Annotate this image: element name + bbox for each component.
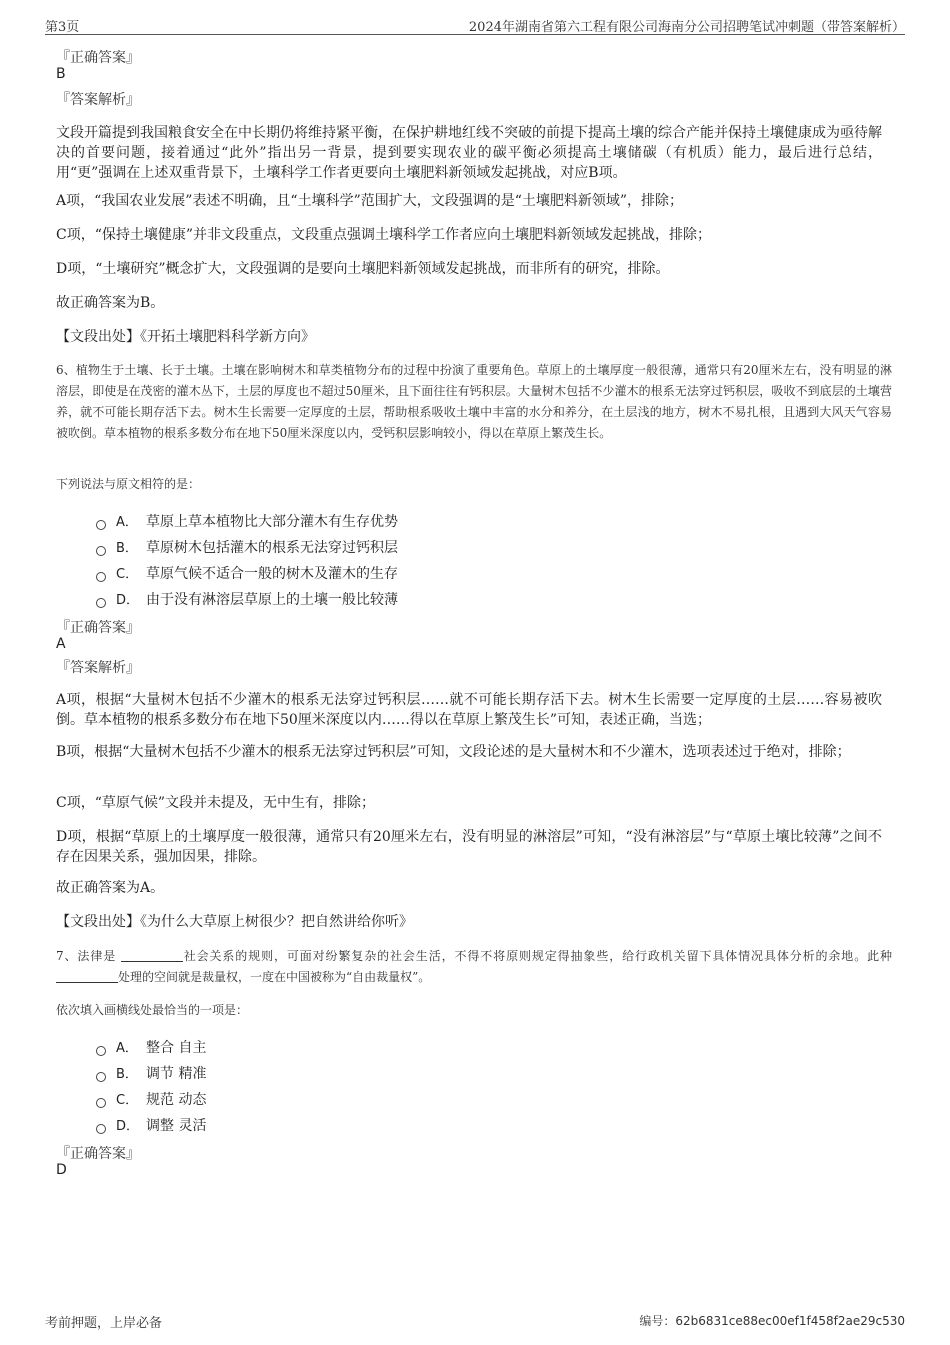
q6-option-b[interactable]: B． 草原树木包括灌木的根系无法穿过钙积层 — [96, 537, 398, 557]
q5-analysis-para: 文段开篇提到我国粮食安全在中长期仍将维持紧平衡，在保护耕地红线不突破的前提下提高土壤的综合产能并保持土壤健康成为亟待解决的首要问题，接着通过“此外”指出另一背景，提到要实现农业的碳平衡必须提高土壤储碳（有机质）能力，最后进行总结，用“更”强调在上述双重背景下，土壤科学工作者更要向土壤肥料新领域发起挑战，对应B项。 — [56, 125, 882, 181]
document-title: 2024年湖南省第六工程有限公司海南分公司招聘笔试冲刺题（带答案解析） — [468, 20, 905, 35]
q5-answer: B — [56, 66, 66, 82]
q6-analysis-para: A项，根据“大量树木包括不少灌木的根系无法穿过钙积层……就不可能长期存活下去。树木生长需要一定厚度的土层……容易被吹倒。草本植物的根系多数分布在地下50厘米深度以内……得以在草原上繁茂生长”可知，表述正确，当选； — [56, 692, 882, 728]
q7-option-b[interactable]: B． 调节 精准 — [96, 1063, 206, 1083]
q7-option-a[interactable]: A． 整合 自主 — [96, 1037, 206, 1057]
q6-conclusion: 故正确答案为A。 — [56, 880, 165, 896]
radio-icon[interactable] — [96, 520, 106, 530]
q6-option-a[interactable]: A． 草原上草本植物比大部分灌木有生存优势 — [96, 511, 398, 531]
q5-analysis-para: D项，“土壤研究”概念扩大，文段强调的是要向土壤肥料新领域发起挑战，而非所有的研究，排除。 — [56, 261, 670, 277]
q6-analysis-para: C项，“草原气候”文段并未提及，无中生有，排除； — [56, 795, 376, 811]
radio-icon[interactable] — [96, 546, 106, 556]
q5-analysis-para: A项，“我国农业发展”表述不明确，且“土壤科学”范围扩大，文段强调的是“土壤肥料新领域”，排除； — [56, 193, 684, 209]
q7-answer: D — [56, 1162, 67, 1178]
q7-option-c[interactable]: C． 规范 动态 — [96, 1089, 206, 1109]
radio-icon[interactable] — [96, 1124, 106, 1134]
q5-conclusion: 故正确答案为B。 — [56, 295, 165, 311]
q7-correct-label: 『正确答案』 — [56, 1146, 140, 1162]
radio-icon[interactable] — [96, 598, 106, 608]
q6-correct-label: 『正确答案』 — [56, 620, 140, 636]
document-code: 编号：62b6831ce88ec00ef1f458f2ae29c530 — [639, 1314, 905, 1328]
q6-stem: 6、植物生于土壤、长于土壤。土壤在影响树木和草类植物分布的过程中扮演了重要角色。草原上的土壤厚度一般很薄，通常只有20厘米左右，没有明显的淋溶层，即使是在茂密的灌木丛下，土层的厚度也不超过50厘米，且下面往往有钙积层。大量树木包括不少灌木的根系无法穿过钙积层，吸收不到底层的土壤营养，就不可能长期存活下去。树木生长需要一定厚度的土层，帮助根系吸收土壤中丰富的水分和养分，在土层浅的地方，树木不易扎根，且遇到大风天气容易被吹倒。草本植物的根系多数分布在地下50厘米深度以内，受钙积层影响较小，得以在草原上繁茂生长。 — [56, 363, 892, 440]
q6-analysis-label: 『答案解析』 — [56, 660, 140, 676]
q7-option-d[interactable]: D． 调整 灵活 — [96, 1115, 206, 1135]
q7-prompt: 依次填入画横线处最恰当的一项是： — [56, 1003, 249, 1017]
fill-blank — [56, 970, 118, 983]
q5-analysis-para: C项，“保持土壤健康”并非文段重点，文段重点强调土壤科学工作者应向土壤肥料新领域发起挑战，排除； — [56, 227, 712, 243]
radio-icon[interactable] — [96, 1098, 106, 1108]
radio-icon[interactable] — [96, 1072, 106, 1082]
page-header — [45, 14, 905, 35]
q6-answer: A — [56, 636, 66, 652]
q5-source: 【文段出处】《开拓土壤肥料科学新方向》 — [56, 329, 315, 345]
q5-correct-label: 『正确答案』 — [56, 50, 140, 66]
q5-analysis-label: 『答案解析』 — [56, 92, 140, 108]
page-number: 第3页 — [45, 20, 80, 35]
q6-analysis-para: B项，根据“大量树木包括不少灌木的根系无法穿过钙积层”可知，文段论述的是大量树木和不少灌木，选项表述过于绝对，排除； — [56, 744, 851, 760]
q6-option-d[interactable]: D． 由于没有淋溶层草原上的土壤一般比较薄 — [96, 589, 398, 609]
q6-prompt: 下列说法与原文相符的是： — [56, 477, 201, 491]
radio-icon[interactable] — [96, 1046, 106, 1056]
footer-slogan: 考前押题，上岸必备 — [45, 1316, 163, 1331]
q6-option-c[interactable]: C． 草原气候不适合一般的树木及灌木的生存 — [96, 563, 398, 583]
q6-analysis-para: D项，根据“草原上的土壤厚度一般很薄，通常只有20厘米左右，没有明显的淋溶层”可知，“没有淋溶层”与“草原土壤比较薄”之间不存在因果关系，强加因果，排除。 — [56, 829, 882, 865]
q7-stem: 7、法律是 社会关系的规则，可面对纷繁复杂的社会生活，不得不将原则规定得抽象些，给行政机关留下具体情况具体分析的余地。此种 处理的空间就是裁量权，一度在中国被称为“自由裁量权”。 — [56, 949, 892, 984]
fill-blank — [121, 949, 183, 962]
q6-source: 【文段出处】《为什么大草原上树很少？把自然讲给你听》 — [56, 914, 413, 930]
radio-icon[interactable] — [96, 572, 106, 582]
